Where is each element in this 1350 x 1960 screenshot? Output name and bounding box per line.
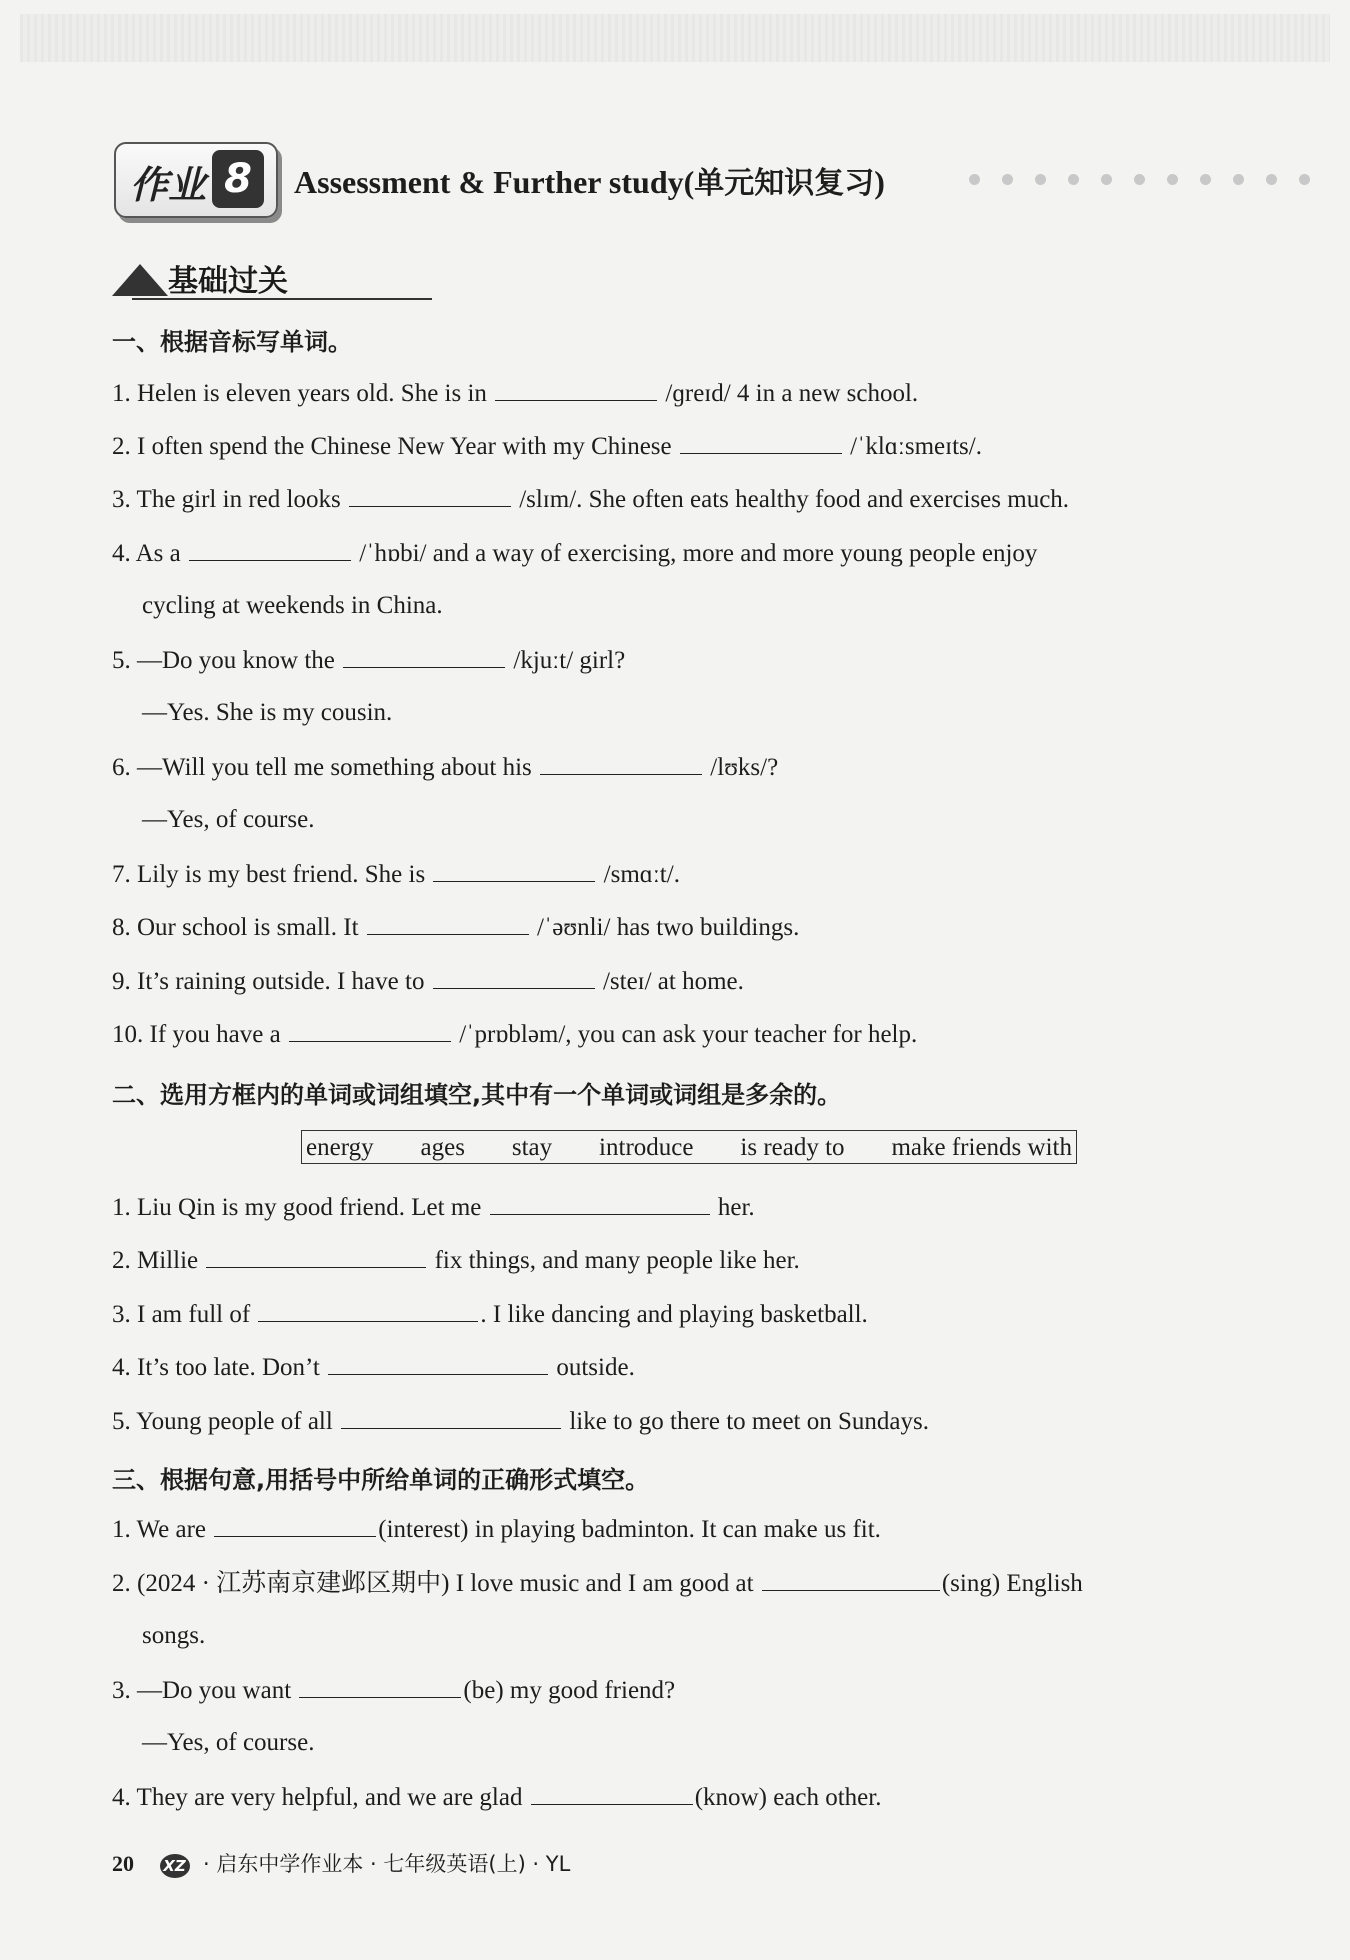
part3-question-3: 3. —Do you want (be) my good friend? bbox=[112, 1677, 676, 1704]
assignment-badge bbox=[114, 142, 278, 218]
part1-question-4: 4. As a /ˈhɒbi/ and a way of exercising, more and more young people enjoy bbox=[112, 540, 1038, 567]
title-end: ) bbox=[874, 164, 885, 200]
word-bank-item: energy bbox=[306, 1134, 374, 1161]
word-bank-box bbox=[301, 1130, 1077, 1164]
part1-heading: 一、根据音标写单词。 bbox=[112, 328, 352, 356]
badge-label: 作业 bbox=[130, 163, 207, 207]
part3-question-4: 4. They are very helpful, and we are glad (know) each other. bbox=[112, 1784, 882, 1811]
title-chinese: 单元知识复习 bbox=[694, 166, 875, 201]
part2-question-2: 2. Millie fix things, and many people like her. bbox=[112, 1247, 800, 1274]
part1-question-9: 9. It’s raining outside. I have to /steɪ/ at home. bbox=[112, 968, 744, 995]
scan-artifact-band bbox=[20, 14, 1330, 62]
part1-question-4-cont: cycling at weekends in China. bbox=[142, 592, 443, 619]
answer-blank[interactable] bbox=[289, 1019, 451, 1042]
answer-blank[interactable] bbox=[433, 966, 595, 989]
footer-text: · 启东中学作业本 · 七年级英语(上) · YL bbox=[203, 1852, 571, 1876]
triangle-icon bbox=[112, 264, 168, 296]
answer-blank[interactable] bbox=[341, 1406, 561, 1429]
part2-question-4: 4. It’s too late. Don’t outside. bbox=[112, 1354, 635, 1381]
page-number: 20 bbox=[112, 1851, 134, 1876]
answer-blank[interactable] bbox=[367, 912, 529, 935]
assignment-header bbox=[114, 142, 1334, 220]
answer-blank[interactable] bbox=[540, 752, 702, 775]
answer-blank[interactable] bbox=[328, 1352, 548, 1375]
answer-blank[interactable] bbox=[680, 431, 842, 454]
part3-question-2-cont: songs. bbox=[142, 1622, 206, 1649]
part2-question-3: 3. I am full of . I like dancing and playing basketball. bbox=[112, 1301, 868, 1328]
answer-blank[interactable] bbox=[495, 378, 657, 401]
answer-blank[interactable] bbox=[258, 1299, 478, 1322]
part1-question-8: 8. Our school is small. It /ˈəʊnli/ has two buildings. bbox=[112, 914, 800, 941]
word-bank-item: ages bbox=[420, 1134, 465, 1161]
word-bank-item: is ready to bbox=[740, 1134, 845, 1161]
part1-question-5-reply: —Yes. She is my cousin. bbox=[142, 699, 393, 726]
answer-blank[interactable] bbox=[349, 484, 511, 507]
word-bank-item: make friends with bbox=[891, 1134, 1072, 1161]
part3-question-2: 2. (2024 · 江苏南京建邺区期中) I love music and I am good at (sing) English bbox=[112, 1570, 1083, 1597]
part3-question-3-reply: —Yes, of course. bbox=[142, 1729, 315, 1756]
answer-blank[interactable] bbox=[214, 1514, 376, 1537]
decorative-dots bbox=[969, 174, 1310, 185]
answer-blank[interactable] bbox=[343, 645, 505, 668]
publisher-logo-icon: XZ bbox=[160, 1854, 190, 1878]
answer-blank[interactable] bbox=[490, 1192, 710, 1215]
title-english: Assessment & Further study( bbox=[294, 164, 695, 200]
part1-question-2: 2. I often spend the Chinese New Year with my Chinese /ˈklɑːsmeɪts/. bbox=[112, 433, 982, 460]
answer-blank[interactable] bbox=[206, 1245, 426, 1268]
page-footer bbox=[112, 1848, 570, 1878]
answer-blank[interactable] bbox=[531, 1782, 693, 1805]
part3-heading: 三、根据句意,用括号中所给单词的正确形式填空。 bbox=[112, 1466, 650, 1494]
part1-question-10: 10. If you have a /ˈprɒbləm/, you can ask your teacher for help. bbox=[112, 1021, 918, 1048]
part1-question-1: 1. Helen is eleven years old. She is in /ɡreɪd/ 4 in a new school. bbox=[112, 380, 919, 407]
section-title bbox=[112, 254, 322, 300]
section-underline bbox=[132, 298, 432, 300]
page-title bbox=[294, 158, 885, 202]
section-title-text: 基础过关 bbox=[168, 264, 288, 299]
part1-question-3: 3. The girl in red looks /slɪm/. She often eats healthy food and exercises much. bbox=[112, 486, 1070, 513]
word-bank-item: introduce bbox=[599, 1134, 694, 1161]
part2-question-1: 1. Liu Qin is my good friend. Let me her. bbox=[112, 1194, 755, 1221]
part1-question-5: 5. —Do you know the /kjuːt/ girl? bbox=[112, 647, 626, 674]
part2-heading: 二、选用方框内的单词或词组填空,其中有一个单词或词组是多余的。 bbox=[112, 1081, 842, 1109]
answer-blank[interactable] bbox=[762, 1568, 940, 1591]
badge-number: 8 bbox=[212, 150, 264, 208]
answer-blank[interactable] bbox=[189, 538, 351, 561]
part1-question-7: 7. Lily is my best friend. She is /smɑːt/. bbox=[112, 861, 680, 888]
part1-question-6: 6. —Will you tell me something about his /lʊks/? bbox=[112, 754, 779, 781]
word-bank-item: stay bbox=[511, 1134, 553, 1161]
part2-question-5: 5. Young people of all like to go there to meet on Sundays. bbox=[112, 1408, 929, 1435]
part1-question-6-reply: —Yes, of course. bbox=[142, 806, 315, 833]
part3-question-1: 1. We are (interest) in playing badminton. It can make us fit. bbox=[112, 1516, 881, 1543]
answer-blank[interactable] bbox=[433, 859, 595, 882]
answer-blank[interactable] bbox=[299, 1675, 461, 1698]
